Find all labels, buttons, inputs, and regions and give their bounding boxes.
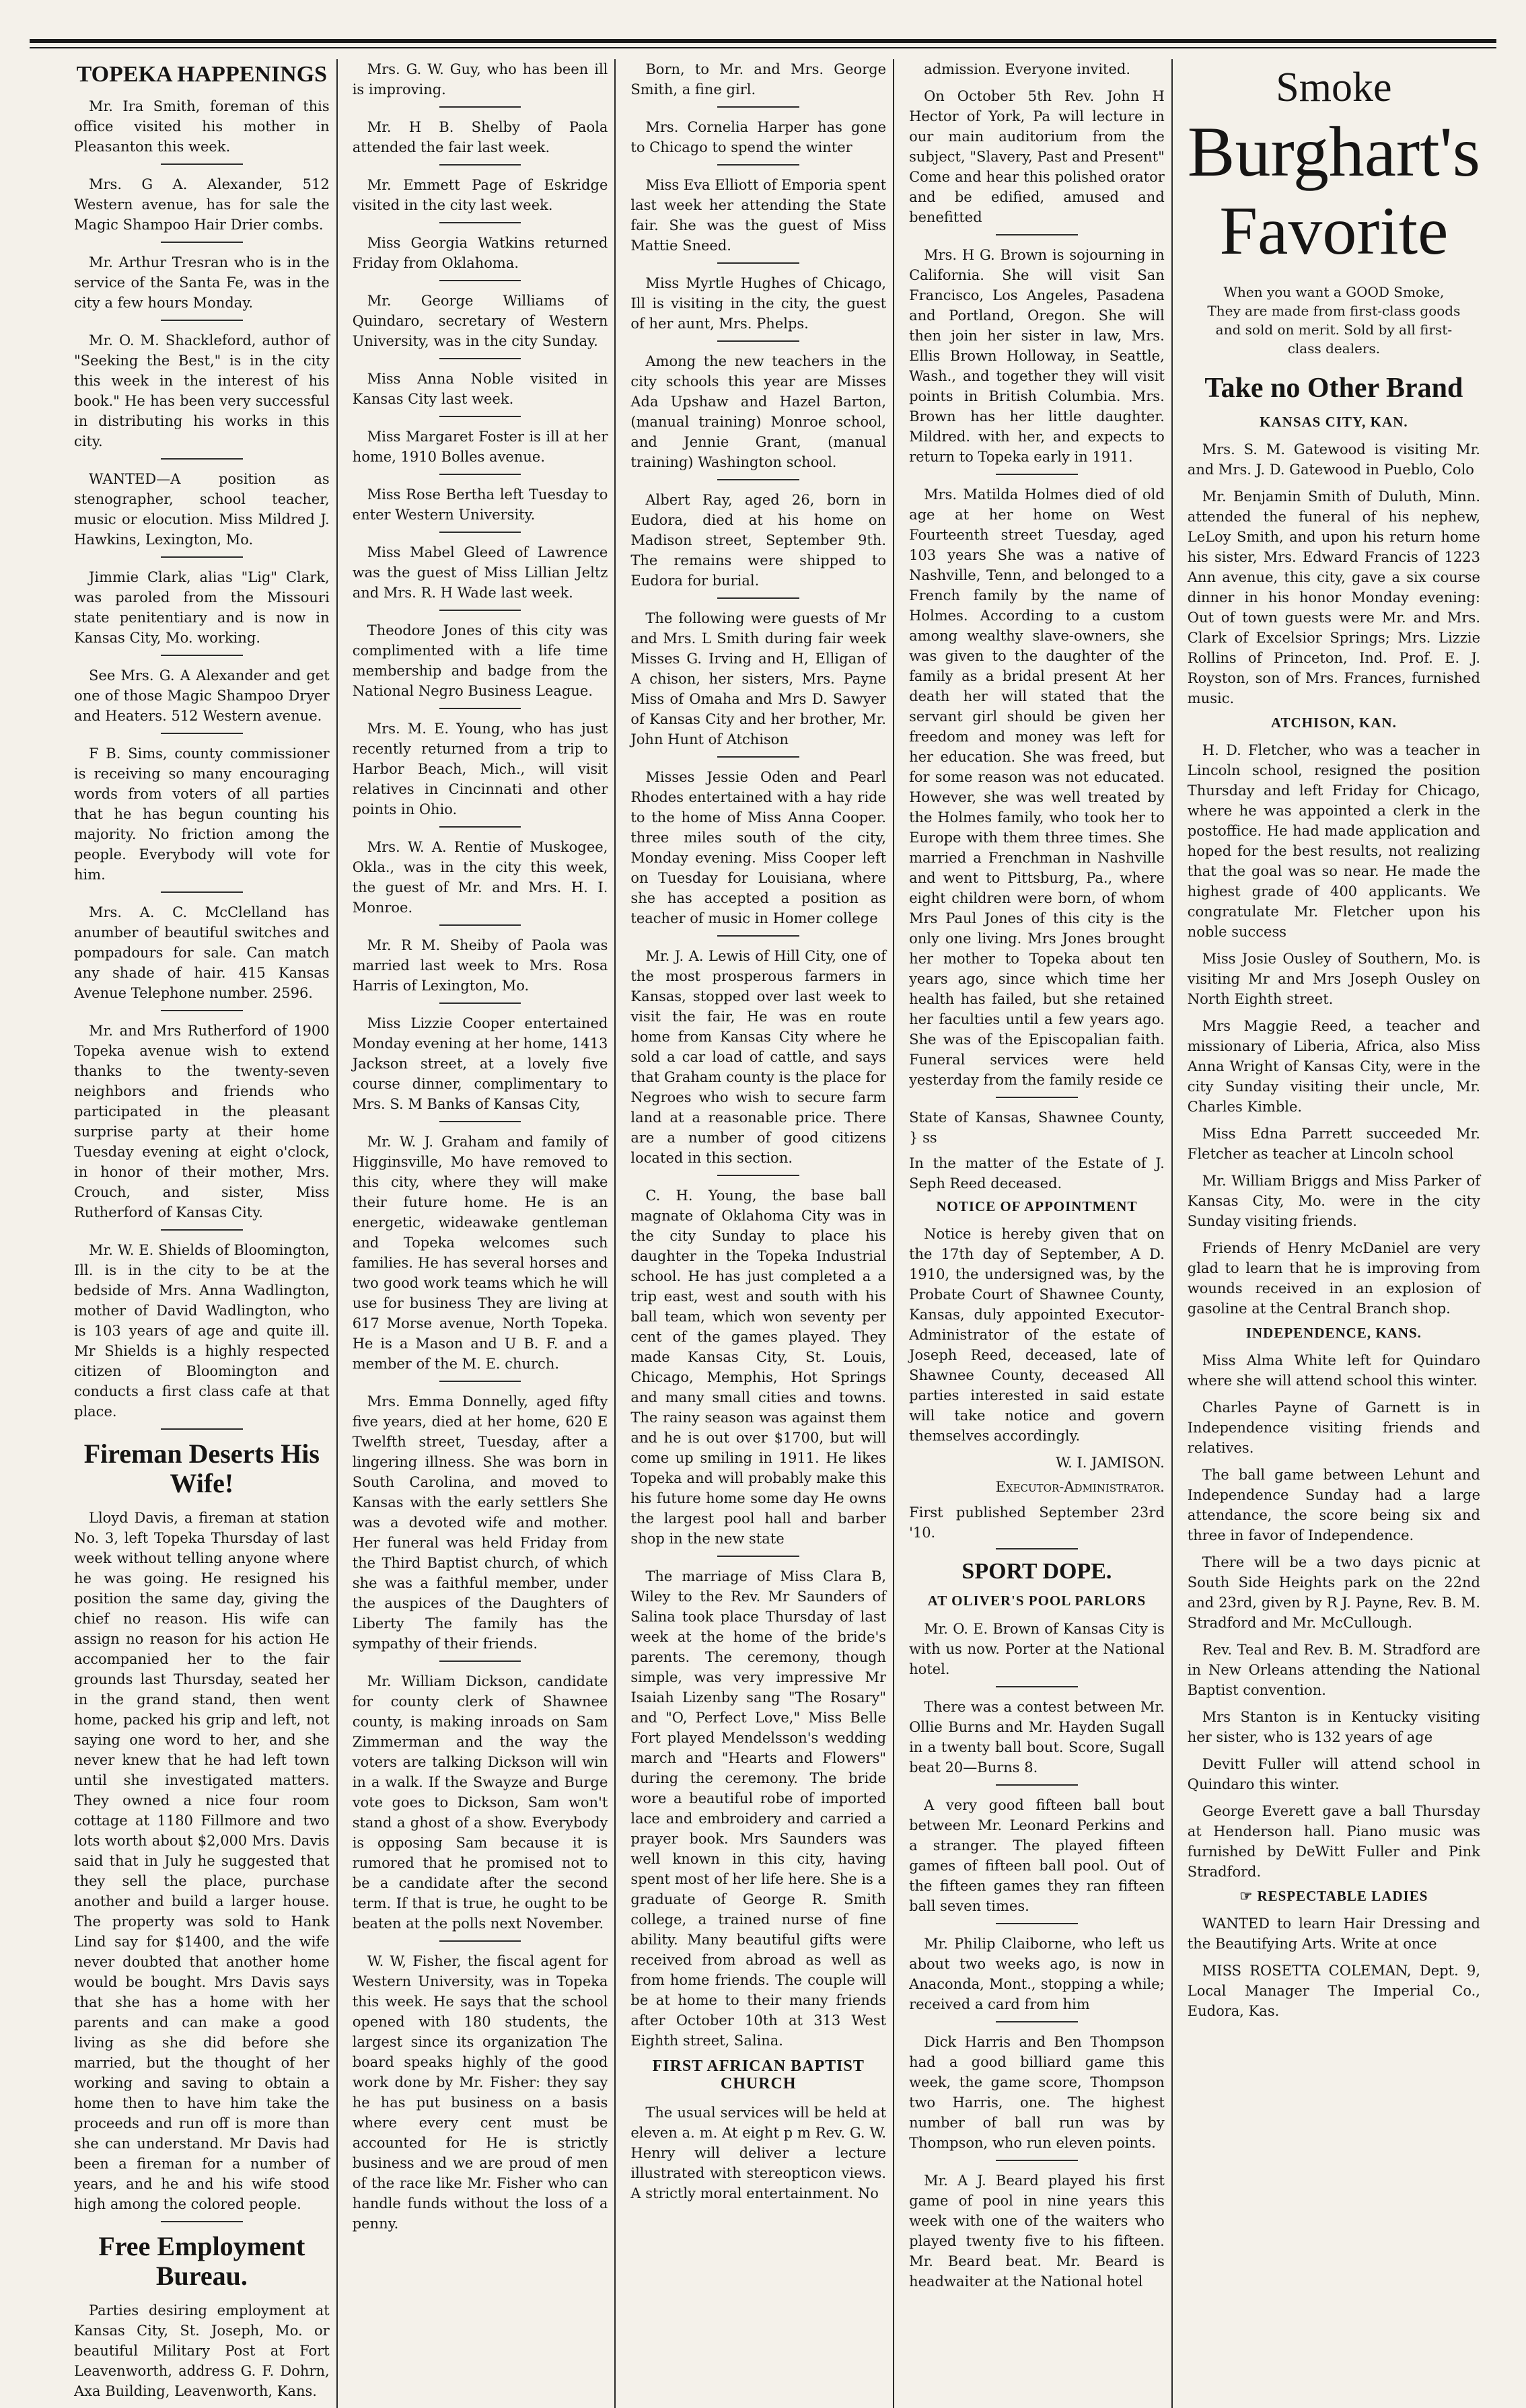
column-2 xyxy=(346,59,616,2408)
item-separator xyxy=(439,280,521,281)
article-item: Mr. William Briggs and Miss Parker of Kansas City, Mo. were in the city Sunday visiting friends. xyxy=(1187,1173,1480,1230)
section-heading: ATCHISON, KAN. xyxy=(1270,715,1397,731)
item-separator xyxy=(717,340,799,342)
section-heading: ☞ RESPECTABLE LADIES xyxy=(1239,1888,1428,1905)
item-separator xyxy=(717,756,799,758)
article-item: See Mrs. G. A Alexander and get one of those Magic Shampoo Dryer and Heaters. 512 Western avenue. xyxy=(74,667,330,725)
article-item: On October 5th Rev. John H Hector of York, Pa will lecture in our main auditorium from the subject, "Slavery, Past and Present" Come and hear this polished orator and be edified, amused and benefitted xyxy=(909,88,1165,225)
article-item: Mrs. H G. Brown is sojourning in California. She will visit San Francisco, Los Angeles, Pasadena and Portland, Oregon. She will then join her sister in law, Mrs. Ellis Brown Holloway, in Seattle, Wash., and together they will visit points in British Columbia. Mrs. Brown has her little daughter. Mildred. with her, and expects to return to Topeka early in 1911. xyxy=(909,247,1165,465)
item-separator xyxy=(996,1784,1078,1786)
section-heading: INDEPENDENCE, KANS. xyxy=(1245,1325,1422,1342)
item-separator xyxy=(439,1940,521,1942)
item-separator xyxy=(996,1923,1078,1924)
item-separator xyxy=(996,474,1078,475)
article-item: There will be a two days picnic at South Side Heights park on the 22nd and 23rd, given by R J. Payne, Rev. B. M. Stradford and Mr. McCullough. xyxy=(1187,1554,1480,1632)
item-separator xyxy=(161,733,243,734)
article-item: Mr. W. J. Graham and family of Higginsville, Mo have removed to this city, where they will make their future home. He is an energetic, wideawake gentleman and Topeka welcomes such families. He has several horses and two good work teams which he will use for business They are living at 617 Morse avenue, North Topeka. He is a Mason and U B. F. and a member of the M. E. church. xyxy=(352,1134,608,1372)
article-item: Miss Georgia Watkins returned Friday from Oklahoma. xyxy=(352,235,608,271)
item-separator xyxy=(439,164,521,166)
article-item: Rev. Teal and Rev. B. M. Stradford are in New Orleans attending the National Baptist convention. xyxy=(1187,1642,1480,1699)
article-item: Mr. Philip Claiborne, who left us about two weeks ago, is now in Anaconda, Mont., stopping a while; received a card from him xyxy=(909,1935,1165,2012)
article-item: Devitt Fuller will attend school in Quindaro this winter. xyxy=(1187,1756,1480,1793)
top-rule-thin xyxy=(30,47,1496,48)
item-separator xyxy=(439,1381,521,1382)
item-separator xyxy=(439,222,521,223)
article-item: Miss Myrtle Hughes of Chicago, Ill is visiting in the city, the guest of her aunt, Mrs. Phelps. xyxy=(630,275,887,332)
article-item: Miss Anna Noble visited in Kansas City last week. xyxy=(352,371,608,407)
item-separator xyxy=(439,106,521,108)
item-separator xyxy=(161,458,243,460)
article-item: Mr. and Mrs Rutherford of 1900 Topeka avenue wish to extend thanks to the twenty-seven neighbors and friends who participated in the pleasant surprise party at their home Tuesday evening at eight o'clock, in honor of their mother, Mrs. Crouch, and sister, Miss Rutherford of Kansas City. xyxy=(74,1023,330,1221)
column-4 xyxy=(902,59,1173,2408)
top-rule xyxy=(30,39,1496,43)
item-separator xyxy=(717,106,799,108)
item-separator xyxy=(161,1229,243,1231)
section-heading: AT OLIVER'S POOL PARLORS xyxy=(927,1593,1147,1609)
section-heading: TOPEKA HAPPENINGS xyxy=(76,62,328,87)
article-item: Mr. R M. Sheiby of Paola was married last week to Mrs. Rosa Harris of Lexington, Mo. xyxy=(352,937,608,994)
article-item: Mrs Maggie Reed, a teacher and missionary of Liberia, Africa, also Miss Anna Wright of Kansas City, were in the city Sunday visiting their uncle, Mr. Charles Kimble. xyxy=(1187,1018,1480,1116)
article-item: Mr. A J. Beard played his first game of pool in nine years this week with one of the waiters who played twenty five to his fifteen. Mr. Beard beat. Mr. Beard is headwaiter at the National hotel xyxy=(909,2172,1165,2290)
article-item: Albert Ray, aged 26, born in Eudora, died at his home on Madison street, September 9th. The remains were shipped to Eudora for burial. xyxy=(630,492,887,589)
article-item: Mrs. G. W. Guy, who has been ill is improving. xyxy=(352,61,608,98)
article-item: Miss Margaret Foster is ill at her home, 1910 Bolles avenue. xyxy=(352,429,608,465)
article-item: Mrs Stanton is in Kentucky visiting her sister, who is 132 years of age xyxy=(1187,1709,1480,1746)
advertisement-burgharts xyxy=(1188,63,1480,406)
article-item: C. H. Young, the base ball magnate of Oklahoma City was in the city Sunday to place his daughter in the Topeka Industrial school. He has just completed a a trip east, west and south with his ball team, which won seventy per cent of the games played. They made Kansas City, St. Louis, Chicago, Memphis, Hot Springs and many small cities and towns. The rainy season was against them and he is out over $1700, but will come up smiling in 1911. He likes Topeka and will probably make this his future home some day He owns the largest pool hall and barber shop in the new state xyxy=(630,1188,887,1547)
article-item: Miss Eva Elliott of Emporia spent last week her attending the State fair. She was the guest of Miss Mattie Sneed. xyxy=(630,177,887,254)
article-item: Mr. William Dickson, candidate for county clerk of Shawnee county, is making inroads on Sam Zimmerman and the way the voters are talking Dickson will win in a walk. If the Swayze and Burge vote goes to Dickson, Sam won't stand a ghost of a show. Everybody is opposing Sam because it is rumored that he promised not to be a candidate after the second term. If that is true, he ought to be beaten at the polls next November. xyxy=(352,1673,608,1932)
article-item: The following were guests of Mr and Mrs. L Smith during fair week Misses G. Irving and H, Elligan of A chison, her sisters, Mrs. Payne Miss of Omaha and Mrs D. Sawyer of Kansas City and her brother, Mr. John Hunt of Atchison xyxy=(630,610,887,747)
item-separator xyxy=(439,358,521,359)
article-item: Jimmie Clark, alias "Lig" Clark, was paroled from the Missouri state penitentiary and is now in Kansas City, Mo. working. xyxy=(74,569,330,647)
item-separator xyxy=(439,474,521,475)
item-separator xyxy=(439,416,521,417)
item-separator xyxy=(717,1556,799,1557)
article-item: Miss Rose Bertha left Tuesday to enter Western University. xyxy=(352,486,608,523)
ad-brand-text: Burghart's xyxy=(1187,112,1480,191)
item-separator xyxy=(996,1097,1078,1098)
legal-line: In the matter of the Estate of J. Seph Reed deceased. xyxy=(909,1155,1165,1192)
article-item: Mr. Arthur Tresran who is in the service of the Santa Fe, was in the city a few hours Monday. xyxy=(74,254,330,312)
article-item: Notice is hereby given that on the 17th day of September, A D. 1910, the undersigned was, by the Probate Court of Shawnee County, Kansas, duly appointed Executor-Administrator of the estate of Joseph Reed, deceased, late of Shawnee County, deceased All parties interested in said estate will take notice and govern themselves accordingly. xyxy=(909,1226,1165,1445)
signature-line: W. I. JAMISON. xyxy=(1056,1455,1165,1471)
article-item: Dick Harris and Ben Thompson had a good billiard game this week, the game score, Thompson two Harris, one. The highest number of ball run was by Thompson, who run eleven points. xyxy=(909,2033,1165,2151)
section-heading: NOTICE OF APPOINTMENT xyxy=(936,1198,1138,1214)
ad-favorite-text: Favorite xyxy=(1219,193,1449,269)
article-item: Mr. H B. Shelby of Paola attended the fair last week. xyxy=(352,119,608,155)
item-separator xyxy=(439,826,521,828)
newspaper-page xyxy=(67,59,1487,2400)
article-item: The marriage of Miss Clara B, Wiley to the Rev. Mr Saunders of Salina took place Thursday of last week at the home of the bride's parents. The ceremony, though simple, was very impressive Mr Isaiah Lizenby sang "The Rosary" and "O, Perfect Love," Miss Belle Fort played Mendelsson's wedding march and "Hearts and Flowers" during the ceremony. The bride wore a beautiful robe of imported lace and embroidery and carried a prayer book. Mrs Saunders was well known in this city, having spent most of her life here. She is a graduate of George R. Smith college, a trained nurse of fine ability. Many beautiful gifts were received from abroad as well as from home friends. The couple will be at home to their many friends after October 10th at 313 West Eighth street, Salina. xyxy=(630,1568,887,2049)
item-separator xyxy=(996,2021,1078,2022)
legal-line: State of Kansas, Shawnee County, } ss xyxy=(909,1109,1165,1146)
section-heading: SPORT DOPE. xyxy=(961,1559,1112,1584)
item-separator xyxy=(161,891,243,893)
section-heading: FIRST AFRICAN BAPTIST CHURCH xyxy=(652,2057,865,2093)
article-item: Miss Alma White left for Quindaro where she will attend school this winter. xyxy=(1187,1352,1480,1389)
article-item: Misses Jessie Oden and Pearl Rhodes entertained with a hay ride to the home of Miss Anna Cooper. three miles south of the city, Monday evening. Miss Cooper left on Tuesday for Louisiana, where she has accepted a position as teacher of music in Homer college xyxy=(630,769,887,926)
item-separator xyxy=(161,242,243,243)
article-item: Mrs. G A. Alexander, 512 Western avenue, has for sale the Magic Shampoo Hair Drier combs. xyxy=(74,176,330,233)
article-item: Mr. Ira Smith, foreman of this office visited his mother in Pleasanton this week. xyxy=(74,98,330,155)
section-heading: Free Employment Bureau. xyxy=(98,2231,305,2292)
article-item: Miss Lizzie Cooper entertained Monday evening at her home, 1413 Jackson street, at a lovely five course dinner, complimentary to Mrs. S. M Banks of Kansas City, xyxy=(352,1015,608,1112)
article-item: Mrs. W. A. Rentie of Muskogee, Okla., was in the city this week, the guest of Mr. and Mrs. H. I. Monroe. xyxy=(352,839,608,916)
item-separator xyxy=(996,1548,1078,1549)
article-item: The usual services will be held at eleven a. m. At eight p m Rev. G. W. Henry will deliver a lecture illustrated with stereopticon views. A strictly moral entertainment. No xyxy=(630,2104,887,2201)
article-item: George Everett gave a ball Thursday at Henderson hall. Piano music was furnished by DeWitt Fuller and Pink Stradford. xyxy=(1187,1803,1480,1881)
article-item: Mrs. Matilda Holmes died of old age at her home on West Fourteenth street Tuesday, aged 103 years She was a native of Nashville, Tenn, and belonged to a French family by the name of Holmes. According to a custom among wealthy slave-owners, she was given to the daughter of the family as a bridal present At her death her will stated that the servant girl should be given her freedom and money was left for her education. She was freed, but for some reason was not educated. However, she was well treated by the Holmes family, who took her to Europe with them three times. She married a Frenchman in Nashville and went to Pittsburg, Pa., where eight children were born, of whom Mrs Paul Jones of this city is the only one living. Mrs Jones brought her mother to Topeka about ten years ago, since which time her health has failed, but she retained her faculties until a few years ago. She was of the Episcopalian faith. Funeral services were held yesterday from the family reside ce xyxy=(909,486,1165,1088)
article-item: There was a contest between Mr. Ollie Burns and Mr. Hayden Sugall in a twenty ball bout. Score, Sugall beat 20—Burns 8. xyxy=(909,1698,1165,1776)
article-item: Mrs. M. E. Young, who has just recently returned from a trip to Harbor Beach, Mich., will visit relatives in Cincinnati and other points in Ohio. xyxy=(352,721,608,817)
column-1 xyxy=(67,59,338,2408)
article-item: Mr. Benjamin Smith of Duluth, Minn. attended the funeral of his nephew, LeLoy Smith, and upon his return home his sister, Mrs. Edward Francis of 1223 Ann avenue, this city, gave a six course dinner in his honor Monday evening: Out of town guests were Mr. and Mrs. Clark of Excelsior Springs; Mrs. Lizzie Rollins of Princeton, Ind. Prof. E. J. Royston, son of Mrs. Frances, furnished music. xyxy=(1187,488,1480,707)
item-separator xyxy=(439,1121,521,1122)
article-item: Lloyd Davis, a fireman at station No. 3, left Topeka Thursday of last week without telling anyone where he was going. He resigned his position the same day, giving the chief no reason. His wife can assign no reason for his action He accompanied her to the fair grounds last Thursday, seated her in the grand stand, then went home, packed his grip and left, not saying one word to her, and she never knew that he had left town until she investigated matters. They owned a nice four room cottage at 1180 Fillmore and two lots worth about $2,000 Mrs. Davis said that in July he suggested that they sell the place, purchase another and build a larger house. The property was sold to Hank Lind say for $1400, and the wife never doubted that another home would be bought. Mrs Davis says that she has a home with her parents and can make a good living as she did before she married, but the thought of her working and saving to obtain a home then to have him take the proceeds and run off is more than she can understand. Mr Davis had been a fireman for a number of years, and he and his wife stood high among the colored people. xyxy=(74,1510,330,2213)
item-separator xyxy=(717,597,799,599)
article-item: Among the new teachers in the city schools this year are Misses Ada Upshaw and Hazel Barton, (manual training) Monroe school, and Jennie Grant, (manual training) Washington school. xyxy=(630,353,887,470)
article-item: H. D. Fletcher, who was a teacher in Lincoln school, resigned the position Thursday and left Friday for Chicago, where he was appointed a clerk in the postoffice. He had made application and hoped for the best results, not realizing that the goal was so near. He made the highest grade of 400 applicants. We congratulate Mr. Fletcher upon his noble success xyxy=(1187,742,1480,941)
item-separator xyxy=(161,556,243,558)
item-separator xyxy=(439,1661,521,1662)
article-item: Friends of Henry McDaniel are very glad to learn that he is improving from wounds received in an explosion of gasoline at the Central Branch shop. xyxy=(1187,1240,1480,1317)
article-item: admission. Everyone invited. xyxy=(924,61,1131,77)
article-item: WANTED to learn Hair Dressing and the Beautifying Arts. Write at once xyxy=(1187,1916,1480,1953)
item-separator xyxy=(161,163,243,165)
article-item: Mrs. Emma Donnelly, aged fifty five years, died at her home, 620 E Twelfth street, Tuesday, after a lingering illness. She was born in South Carolina, and moved to Kansas with the early settlers She was a devoted wife and mother. Her funeral was held Friday from the Third Baptist church, of which she was a faithful member, under the auspices of the Daughters of Liberty The family has the sympathy of their friends. xyxy=(352,1393,608,1652)
article-item: Miss Edna Parrett succeeded Mr. Fletcher as teacher at Lincoln school xyxy=(1187,1126,1480,1163)
item-separator xyxy=(439,610,521,611)
column-3 xyxy=(624,59,894,2408)
item-separator xyxy=(996,234,1078,235)
article-item: Mrs. Cornelia Harper has gone to Chicago to spend the winter xyxy=(630,119,887,155)
article-item: WANTED—A position as stenographer, school teacher, music or elocution. Miss Mildred J. Hawkins, Lexington, Mo. xyxy=(74,471,330,548)
item-separator xyxy=(439,532,521,533)
item-separator xyxy=(717,1175,799,1176)
signature-line: Executor-Administrator. xyxy=(995,1479,1165,1496)
ad-smoke-text: Smoke xyxy=(1276,65,1392,110)
section-heading: Fireman Deserts His Wife! xyxy=(83,1438,320,1499)
item-separator xyxy=(717,164,799,166)
article-item: F B. Sims, county commissioner is receiving so many encouraging words from voters of all parties that he has begun counting his majority. No friction among the people. Everybody will vote for him. xyxy=(74,745,330,883)
article-item: Born, to Mr. and Mrs. George Smith, a fine girl. xyxy=(630,61,887,98)
article-item: Mr. O. M. Shackleford, author of "Seeking the Best," is in the city this week in the interest of his book." He has been very successful in distributing his works in this city. xyxy=(74,332,330,450)
article-item: W. W, Fisher, the fiscal agent for Western University, was in Topeka this week. He says that the school opened with 180 students, the largest since its organization The board speaks highly of the good work done by Mr. Fisher: they say he has put business on a basis where every cent must be accounted for He is strictly business and we are proud of men of the race like Mr. Fisher who can handle funds without the loss of a penny. xyxy=(352,1953,608,2232)
item-separator xyxy=(161,655,243,656)
article-item: Mr. Emmett Page of Eskridge visited in the city last week. xyxy=(352,177,608,213)
article-item: Mr. O. E. Brown of Kansas City is with us now. Porter at the National hotel. xyxy=(909,1620,1165,1677)
article-item: Parties desiring employment at Kansas City, St. Joseph, Mo. or beautiful Military Post at Fort Leavenworth, address G. F. Dohrn, Axa Building, Leavenworth, Kans. xyxy=(74,2302,330,2400)
section-heading: KANSAS CITY, KAN. xyxy=(1260,414,1408,430)
article-item: Mrs. A. C. McClelland has anumber of beautiful switches and pompadours for sale. Can match any shade of hair. 415 Kansas Avenue Telephone number. 2596. xyxy=(74,904,330,1002)
article-item: A very good fifteen ball bout between Mr. Leonard Perkins and a stranger. The played fifteen games of fifteen ball pool. Out of the fifteen games they ran fifteen ball seven times. xyxy=(909,1796,1165,1914)
article-item: Miss Mabel Gleed of Lawrence was the guest of Miss Lillian Jeltz and Mrs. R. H Wade last week. xyxy=(352,544,608,601)
article-item: Charles Payne of Garnett is in Independence visiting friends and relatives. xyxy=(1187,1399,1480,1457)
item-separator xyxy=(439,708,521,709)
ad-body-text: When you want a GOOD Smoke, They are made from first-class goods and sold on merit. Sold by all first-class dealers. xyxy=(1207,284,1461,357)
legal-line: First published September 23rd '10. xyxy=(909,1504,1165,1541)
item-separator xyxy=(439,1002,521,1004)
article-item: Mr. George Williams of Quindaro, secretary of Western University, was in the city Sunday. xyxy=(352,293,608,349)
article-item: MISS ROSETTA COLEMAN, Dept. 9, Local Manager The Imperial Co., Eudora, Kas. xyxy=(1187,1963,1480,2020)
article-item: Miss Josie Ousley of Southern, Mo. is visiting Mr and Mrs Joseph Ousley on North Eighth street. xyxy=(1187,951,1480,1008)
item-separator xyxy=(439,924,521,926)
item-separator xyxy=(161,1428,243,1430)
item-separator xyxy=(717,479,799,480)
item-separator xyxy=(717,935,799,937)
item-separator xyxy=(161,320,243,321)
article-item: Theodore Jones of this city was complimented with a life time membership and badge from the National Negro Business League. xyxy=(352,622,608,699)
column-5 xyxy=(1181,59,1487,2408)
ad-tagline: Take no Other Brand xyxy=(1204,373,1463,404)
item-separator xyxy=(996,1686,1078,1687)
item-separator xyxy=(161,1010,243,1011)
article-item: Mrs. S. M. Gatewood is visiting Mr. and Mrs. J. D. Gatewood in Pueblo, Colo xyxy=(1187,441,1480,478)
item-separator xyxy=(161,2221,243,2222)
article-item: Mr. W. E. Shields of Bloomington, Ill. is in the city to be at the bedside of Mrs. Anna Wadlington, mother of David Wadlington, who is 103 years of age and quite ill. Mr Shields is a highly respected citizen of Bloomington and conducts a first class cafe at that place. xyxy=(74,1242,330,1420)
item-separator xyxy=(717,262,799,264)
item-separator xyxy=(996,2160,1078,2161)
article-item: The ball game between Lehunt and Independence Sunday had a large attendance, the score being six and three in favor of Independence. xyxy=(1187,1467,1480,1544)
article-item: Mr. J. A. Lewis of Hill City, one of the most prosperous farmers in Kansas, stopped over last week to visit the fair, He was en route home from Kansas City where he sold a car load of cattle, and says that Graham county is the place for Negroes who wish to secure farm land at a reasonable price. There are a number of good citizens located in this section. xyxy=(630,948,887,1166)
